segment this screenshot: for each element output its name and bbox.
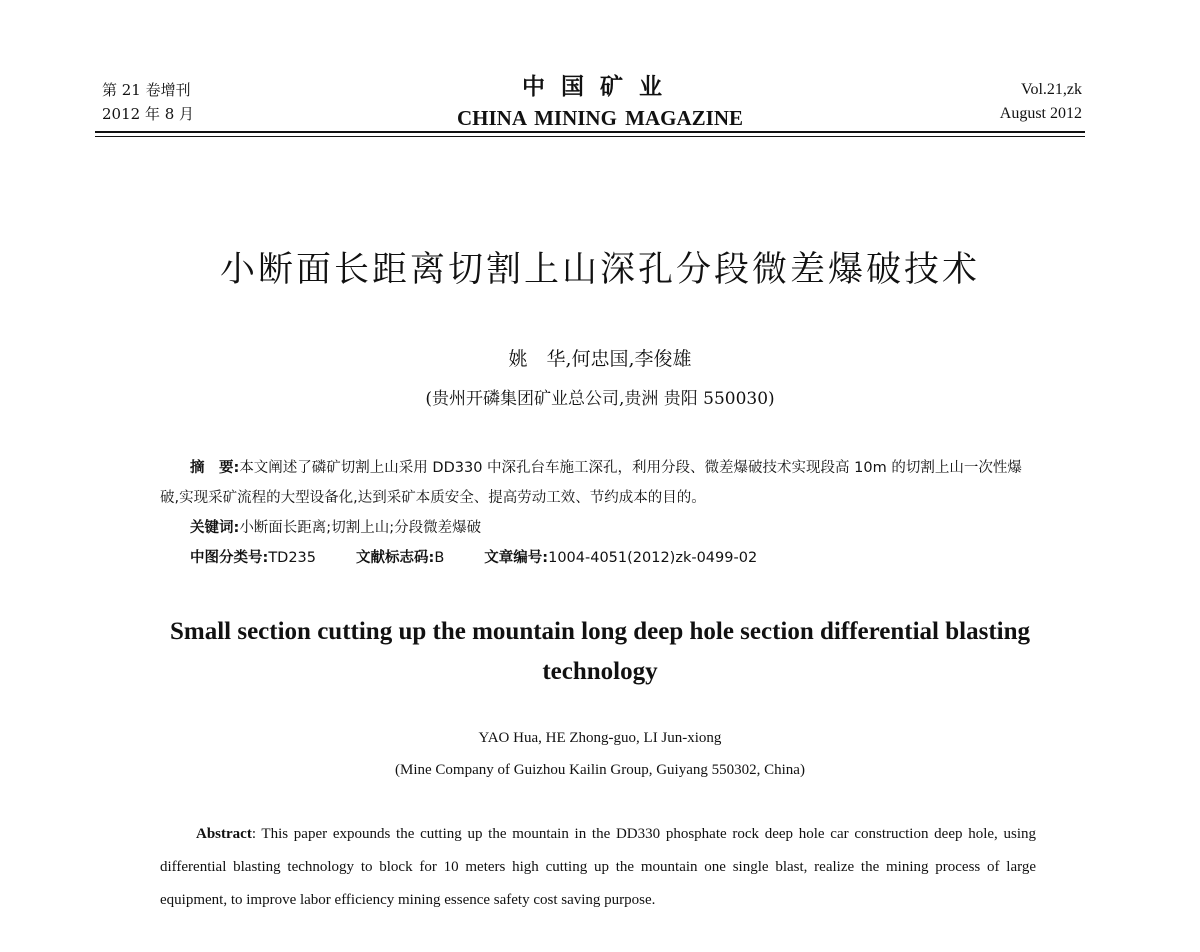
abstract-cn-text: 本文阐述了磷矿切割上山采用 DD330 中深孔台车施工深孔，利用分段、微差爆破技术实现段高 10m 的切割上山一次性爆破,实现采矿流程的大型设备化,达到采矿本质安全、提高劳动工效、节约成本的目的。 xyxy=(160,460,1022,506)
clc-label: 中图分类号: xyxy=(190,550,269,566)
keywords-cn-label: 关键词: xyxy=(190,520,240,536)
doc-code-value: B xyxy=(434,550,445,566)
header-right xyxy=(1000,78,1082,126)
authors-cn: 姚 华,何忠国,李俊雄 xyxy=(508,348,692,370)
journal-name-en: CHINA MINING MAGAZINE xyxy=(456,106,743,130)
date-cn: 2012 年 8 月 xyxy=(102,105,195,123)
affiliation-en: (Mine Company of Guizhou Kailin Group, Guiyang 550302, China) xyxy=(395,762,805,778)
abstract-cn-block xyxy=(160,453,1035,573)
article-id-label: 文章编号: xyxy=(484,550,549,566)
abstract-en-text: : This paper expounds the cutting up the mountain in the DD330 phosphate rock deep hole car construction deep hole, using differential blasting technology to block for 10 meters high cutting up the mountain one single blast, realize the mining process of large equipment, to improve labor efficiency mining essence safety cost saving purpose. xyxy=(160,826,1036,908)
doc-code-label: 文献标志码: xyxy=(356,550,435,566)
date-en: August 2012 xyxy=(999,105,1082,122)
paper-title-en: Small section cutting up the mountain long deep hole section differential blasting technology xyxy=(169,618,1030,685)
paper-title-cn: 小断面长距离切割上山深孔分段微差爆破技术 xyxy=(219,250,980,290)
article-id-value: 1004-4051(2012)zk-0499-02 xyxy=(548,550,758,566)
header-rule-thin xyxy=(95,136,1085,137)
authors-en: YAO Hua, HE Zhong-guo, LI Jun-xiong xyxy=(478,730,722,746)
abstract-cn-label: 摘 要: xyxy=(190,460,240,476)
affiliation-cn: (贵州开磷集团矿业总公司,贵洲 贵阳 550030) xyxy=(425,389,775,409)
abstract-cn xyxy=(160,453,1035,513)
abstract-en xyxy=(160,818,1036,917)
abstract-en-block xyxy=(160,818,1036,917)
header-rule-thick xyxy=(95,131,1085,133)
journal-name-cn: 中国矿业 xyxy=(522,74,678,100)
keywords-cn xyxy=(160,513,1035,543)
abstract-en-label: Abstract xyxy=(196,826,252,842)
keywords-cn-text: 小断面长距离;切割上山;分段微差爆破 xyxy=(239,520,482,536)
volume-cn: 第 21 卷增刊 xyxy=(102,81,191,99)
classification-row xyxy=(160,543,1035,573)
volume-en: Vol.21,zk xyxy=(1020,81,1082,98)
clc-value: TD235 xyxy=(268,550,317,566)
